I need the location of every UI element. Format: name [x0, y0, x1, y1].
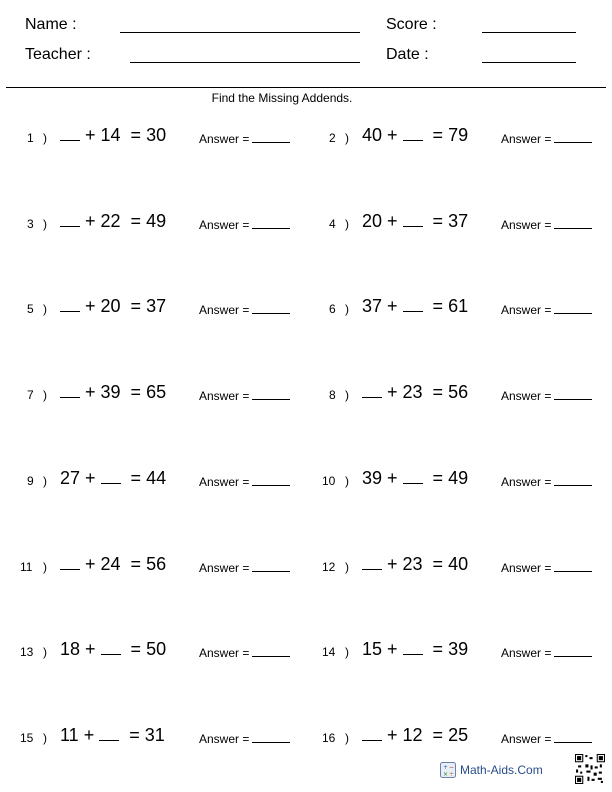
equals-sign: =	[119, 725, 145, 745]
addend: 23	[402, 382, 423, 402]
missing-addend-blank[interactable]	[60, 383, 80, 398]
answer-area	[501, 217, 592, 232]
answer-field[interactable]	[554, 217, 592, 229]
plus-sign: +	[80, 468, 101, 488]
problem-paren: )	[43, 388, 47, 402]
svg-text:−: −	[449, 764, 455, 771]
answer-area	[501, 388, 592, 403]
problem-number: 10	[322, 474, 336, 488]
equals-sign: =	[422, 382, 449, 402]
answer-field[interactable]	[554, 302, 592, 314]
addend: 40	[362, 125, 383, 145]
plus-sign: +	[382, 639, 403, 659]
answer-area	[199, 474, 290, 489]
answer-area	[501, 731, 592, 746]
equation	[362, 211, 468, 232]
addend: 11	[60, 725, 79, 745]
addend: 12	[402, 725, 423, 745]
answer-label: Answer =	[501, 646, 552, 660]
missing-addend-blank[interactable]	[60, 126, 80, 141]
addend: 27	[60, 468, 81, 488]
svg-text:×: ×	[443, 771, 449, 778]
footer-logo	[440, 762, 543, 778]
problem-item	[0, 550, 302, 580]
sum: 49	[448, 468, 469, 488]
problem-paren: )	[345, 131, 349, 145]
sum: 39	[448, 639, 469, 659]
answer-area	[199, 217, 290, 232]
answer-field[interactable]	[554, 474, 592, 486]
equation	[60, 554, 166, 575]
answer-label: Answer =	[199, 218, 250, 232]
plus-sign: +	[80, 639, 101, 659]
problem-item	[302, 721, 604, 751]
problem-number: 13	[20, 645, 34, 659]
sum: 44	[146, 468, 167, 488]
teacher-field[interactable]	[130, 62, 360, 63]
sum: 31	[144, 725, 165, 745]
problem-number: 3	[27, 217, 34, 231]
problem-item	[302, 464, 604, 494]
answer-field[interactable]	[554, 560, 592, 572]
missing-addend-blank[interactable]	[60, 212, 80, 227]
name-field[interactable]	[120, 32, 360, 33]
problem-item	[302, 378, 604, 408]
answer-label: Answer =	[199, 389, 250, 403]
problem-number: 5	[27, 302, 34, 316]
answer-area	[199, 645, 290, 660]
answer-label: Answer =	[501, 561, 552, 575]
problem-paren: )	[43, 731, 47, 745]
sum: 37	[448, 211, 469, 231]
equals-sign: =	[422, 725, 449, 745]
problem-paren: )	[345, 645, 349, 659]
answer-label: Answer =	[501, 389, 552, 403]
addend: 39	[362, 468, 383, 488]
sum: 49	[146, 211, 167, 231]
equation	[60, 296, 166, 317]
problem-paren: )	[43, 217, 47, 231]
missing-addend-blank[interactable]	[60, 555, 80, 570]
answer-label: Answer =	[199, 561, 250, 575]
qr-code-icon	[575, 754, 605, 784]
sum: 50	[146, 639, 167, 659]
date-label: Date :	[386, 46, 429, 63]
sum: 40	[448, 554, 469, 574]
date-field[interactable]	[482, 62, 576, 63]
problem-number: 1	[27, 131, 34, 145]
answer-field[interactable]	[252, 645, 290, 657]
answer-label: Answer =	[199, 732, 250, 746]
sum: 61	[448, 296, 469, 316]
plus-sign: +	[80, 211, 101, 231]
plus-sign: +	[382, 125, 403, 145]
equation	[362, 125, 468, 146]
problem-number: 12	[322, 560, 336, 574]
missing-addend-blank[interactable]	[403, 640, 423, 655]
missing-addend-blank[interactable]	[60, 297, 80, 312]
equals-sign: =	[422, 639, 449, 659]
equation	[362, 554, 468, 575]
equation	[362, 725, 468, 746]
addend: 15	[362, 639, 383, 659]
addend: 20	[100, 296, 121, 316]
plus-sign: +	[382, 296, 403, 316]
missing-addend-blank[interactable]	[403, 469, 423, 484]
answer-field[interactable]	[554, 731, 592, 743]
equation	[60, 382, 166, 403]
answer-field[interactable]	[252, 302, 290, 314]
sum: 79	[448, 125, 469, 145]
name-label: Name :	[25, 16, 77, 33]
problem-number: 4	[329, 217, 336, 231]
problem-number: 9	[27, 474, 34, 488]
problem-paren: )	[345, 302, 349, 316]
answer-label: Answer =	[501, 218, 552, 232]
equation	[60, 639, 166, 660]
equals-sign: =	[120, 211, 147, 231]
teacher-label: Teacher :	[25, 46, 91, 63]
problem-item	[0, 635, 302, 665]
problem-number: 8	[329, 388, 336, 402]
equation	[362, 296, 468, 317]
answer-field[interactable]	[252, 474, 290, 486]
problem-item	[302, 207, 604, 237]
plus-sign: +	[80, 296, 101, 316]
plus-sign: +	[382, 725, 403, 745]
answer-field[interactable]	[554, 645, 592, 657]
sum: 56	[146, 554, 167, 574]
problem-item	[0, 464, 302, 494]
missing-addend-blank[interactable]	[403, 212, 423, 227]
missing-addend-blank[interactable]	[101, 640, 121, 655]
equation	[60, 125, 166, 146]
answer-field[interactable]	[554, 131, 592, 143]
sum: 65	[146, 382, 167, 402]
addend: 22	[100, 211, 121, 231]
equals-sign: =	[120, 554, 147, 574]
missing-addend-blank[interactable]	[101, 469, 121, 484]
equals-sign: =	[422, 296, 449, 316]
problem-item	[0, 121, 302, 151]
missing-addend-blank[interactable]	[362, 383, 382, 398]
addend: 20	[362, 211, 383, 231]
site-name: Math-Aids.Com	[460, 763, 543, 777]
problem-item	[302, 121, 604, 151]
plus-sign: +	[78, 725, 100, 745]
equation	[60, 211, 166, 232]
problem-item	[0, 292, 302, 322]
equation	[362, 382, 468, 403]
equation	[60, 468, 166, 489]
problem-item	[302, 550, 604, 580]
answer-area	[501, 302, 592, 317]
problem-item	[0, 721, 302, 751]
answer-label: Answer =	[501, 303, 552, 317]
header-divider	[6, 87, 606, 88]
equals-sign: =	[120, 296, 147, 316]
answer-label: Answer =	[199, 303, 250, 317]
problem-paren: )	[345, 731, 349, 745]
answer-area	[199, 560, 290, 575]
problem-number: 6	[329, 302, 336, 316]
equals-sign: =	[422, 468, 449, 488]
plus-sign: +	[80, 125, 101, 145]
equals-sign: =	[120, 125, 147, 145]
equation	[60, 725, 165, 746]
missing-addend-blank[interactable]	[403, 297, 423, 312]
problem-item	[0, 207, 302, 237]
addend: 14	[100, 125, 121, 145]
sum: 25	[448, 725, 469, 745]
plus-sign: +	[382, 468, 403, 488]
score-label: Score :	[386, 16, 437, 33]
equals-sign: =	[120, 468, 147, 488]
equals-sign: =	[120, 382, 147, 402]
answer-label: Answer =	[199, 132, 250, 146]
answer-field[interactable]	[252, 560, 290, 572]
answer-area	[501, 560, 592, 575]
problem-paren: )	[43, 474, 47, 488]
problem-paren: )	[345, 217, 349, 231]
addend: 37	[362, 296, 383, 316]
sum: 37	[146, 296, 167, 316]
addend: 24	[100, 554, 121, 574]
answer-label: Answer =	[199, 475, 250, 489]
svg-text:÷: ÷	[449, 771, 455, 778]
equation	[362, 639, 468, 660]
problem-paren: )	[43, 302, 47, 316]
answer-area	[501, 645, 592, 660]
sum: 30	[146, 125, 167, 145]
plus-sign: +	[80, 382, 101, 402]
missing-addend-blank[interactable]	[362, 726, 382, 741]
problem-paren: )	[345, 388, 349, 402]
plus-sign: +	[382, 554, 403, 574]
answer-label: Answer =	[199, 646, 250, 660]
problem-paren: )	[43, 131, 47, 145]
answer-area	[501, 474, 592, 489]
problem-paren: )	[345, 560, 349, 574]
problem-paren: )	[43, 645, 47, 659]
plus-sign: +	[382, 211, 403, 231]
addend: 39	[100, 382, 121, 402]
equals-sign: =	[120, 639, 147, 659]
answer-label: Answer =	[501, 732, 552, 746]
problem-item	[0, 378, 302, 408]
missing-addend-blank[interactable]	[99, 726, 119, 741]
instructions: Find the Missing Addends.	[211, 91, 353, 105]
svg-text:+: +	[443, 764, 449, 771]
answer-area	[501, 131, 592, 146]
equation	[362, 468, 468, 489]
problem-paren: )	[345, 474, 349, 488]
answer-field[interactable]	[252, 731, 290, 743]
answer-area	[199, 131, 290, 146]
score-field[interactable]	[482, 32, 576, 33]
sum: 56	[448, 382, 469, 402]
equals-sign: =	[422, 554, 449, 574]
answer-field[interactable]	[252, 131, 290, 143]
problem-item	[302, 635, 604, 665]
answer-field[interactable]	[554, 388, 592, 400]
plus-sign: +	[382, 382, 403, 402]
addend: 18	[60, 639, 81, 659]
problem-number: 2	[329, 131, 336, 145]
answer-area	[199, 388, 290, 403]
problem-number: 16	[322, 731, 336, 745]
problem-number: 11	[20, 560, 33, 574]
answer-field[interactable]	[252, 217, 290, 229]
answer-field[interactable]	[252, 388, 290, 400]
addend: 23	[402, 554, 423, 574]
equals-sign: =	[422, 211, 449, 231]
equals-sign: =	[422, 125, 449, 145]
answer-label: Answer =	[501, 475, 552, 489]
answer-area	[199, 302, 290, 317]
problem-item	[302, 292, 604, 322]
answer-area	[199, 731, 290, 746]
problem-paren: )	[43, 560, 47, 574]
problem-number: 7	[27, 388, 34, 402]
answer-label: Answer =	[501, 132, 552, 146]
plus-sign: +	[80, 554, 101, 574]
calculator-icon	[440, 762, 456, 778]
missing-addend-blank[interactable]	[362, 555, 382, 570]
problem-number: 14	[322, 645, 336, 659]
missing-addend-blank[interactable]	[403, 126, 423, 141]
problem-number: 15	[20, 731, 34, 745]
